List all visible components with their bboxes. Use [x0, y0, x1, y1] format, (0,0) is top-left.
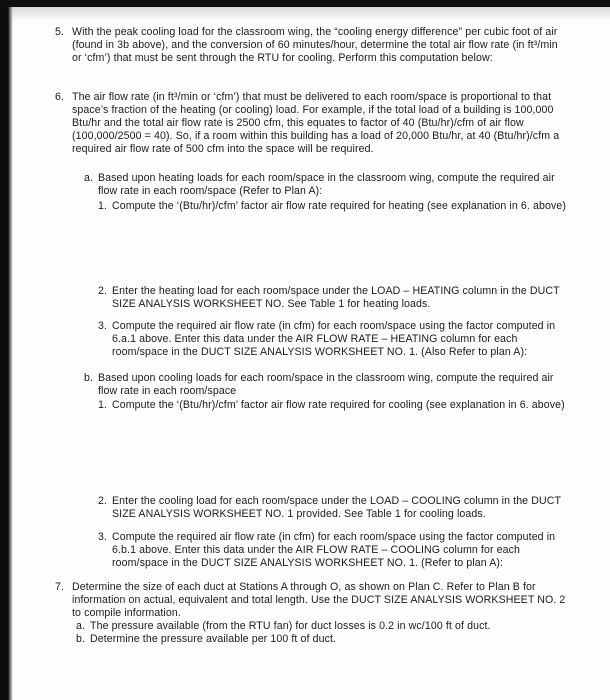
item-text: The pressure available (from the RTU fan) for duct losses is 0.2 in wc/100 ft of duct.: [90, 620, 491, 632]
item-text: Compute the ‘(Btu/hr)/cfm’ factor air flow rate required for heating (see explanation in 6. above): [112, 200, 566, 212]
list-item-6b: [0, 372, 610, 398]
list-item-6b3: [0, 531, 610, 570]
item-text: Determine the size of each duct at Stations A through O, as shown on Plan C. Refer to Plan B for information on actual, equivalent and total length. Use the DUCT SIZE ANALYSIS WORKSHEET NO. 2 to compile information.: [72, 581, 566, 619]
item-number: a.: [84, 172, 94, 184]
item-text: Compute the ‘(Btu/hr)/cfm’ factor air flow rate required for cooling (see explanation in 6. above): [112, 399, 565, 411]
item-text: Enter the cooling load for each room/space under the LOAD – COOLING column in the DUCT SIZE ANALYSIS WORKSHEET NO. 1 provided. See Table 1 for cooling loads.: [112, 495, 561, 520]
item-text: Compute the required air flow rate (in cfm) for each room/space using the factor computed in 6.b.1 above. Enter this data under the AIR FLOW RATE – COOLING column for each room/space in the DUCT SIZE ANALYSIS WORKSHEET NO. 1. (Refer to plan A):: [112, 531, 556, 569]
item-text: Based upon cooling loads for each room/space in the classroom wing, compute the required air flow rate in each room/space: [98, 372, 554, 397]
list-item-6b1: [0, 399, 610, 412]
item-text: With the peak cooling load for the classroom wing, the “cooling energy difference” per cubic foot of air (found in 3b above), and the conversion of 60 minutes/hour, determine the total air flow rate (in ft³/min or ‘cfm’) that must be sent through the RTU for cooling. Perform this computation below:: [72, 26, 558, 64]
item-text: Based upon heating loads for each room/space in the classroom wing, compute the required air flow rate in each room/space (Refer to Plan A):: [98, 172, 555, 197]
item-number: 3.: [98, 320, 108, 332]
list-item-6b2: [0, 495, 610, 521]
list-item-5: [0, 26, 610, 65]
item-number: 3.: [98, 531, 108, 543]
list-item-6a1: [0, 200, 610, 213]
item-number: a.: [76, 620, 86, 632]
list-item-7a: [0, 620, 610, 633]
item-number: 7.: [55, 581, 65, 593]
item-text: Compute the required air flow rate (in cfm) for each room/space using the factor computed in 6.a.1 above. Enter this data under the AIR FLOW RATE – HEATING column for each room/space in the DUCT SIZE ANALYSIS WORKSHEET NO. 1. (Also Refer to plan A):: [112, 320, 556, 358]
item-text: Enter the heating load for each room/space under the LOAD – HEATING column in the DUCT SIZE ANALYSIS WORKSHEET NO. See Table 1 for heating loads.: [112, 285, 560, 310]
item-text: Determine the pressure available per 100 ft of duct.: [90, 633, 337, 645]
item-number: 2.: [98, 285, 108, 297]
item-number: 1.: [98, 200, 108, 212]
item-number: 5.: [55, 26, 65, 38]
list-item-6: [0, 91, 610, 156]
item-number: b.: [76, 633, 86, 645]
item-number: 2.: [98, 495, 108, 507]
list-item-7b: [0, 633, 610, 646]
item-text: The air flow rate (in ft³/min or ‘cfm’) that must be delivered to each room/space is proportional to that space’s fraction of the heating (or cooling) load. For example, if the total load of a building is 100,000 Btu/hr and the total air flow rate is 2500 cfm, this equates to factor of 40 (Btu/hr)/cfm of air flow (100,000/2500 = 40). So, if a room within this building has a load of 20,000 Btu/hr, at 40 (Btu/hr)/cfm a required air flow rate of 500 cfm into the space will be required.: [72, 91, 560, 155]
item-number: 6.: [55, 91, 65, 103]
list-item-7: [0, 581, 610, 620]
list-item-6a2: [0, 285, 610, 311]
list-item-6a3: [0, 320, 610, 359]
item-number: b.: [84, 372, 94, 384]
item-number: 1.: [98, 399, 108, 411]
list-item-6a: [0, 172, 610, 198]
